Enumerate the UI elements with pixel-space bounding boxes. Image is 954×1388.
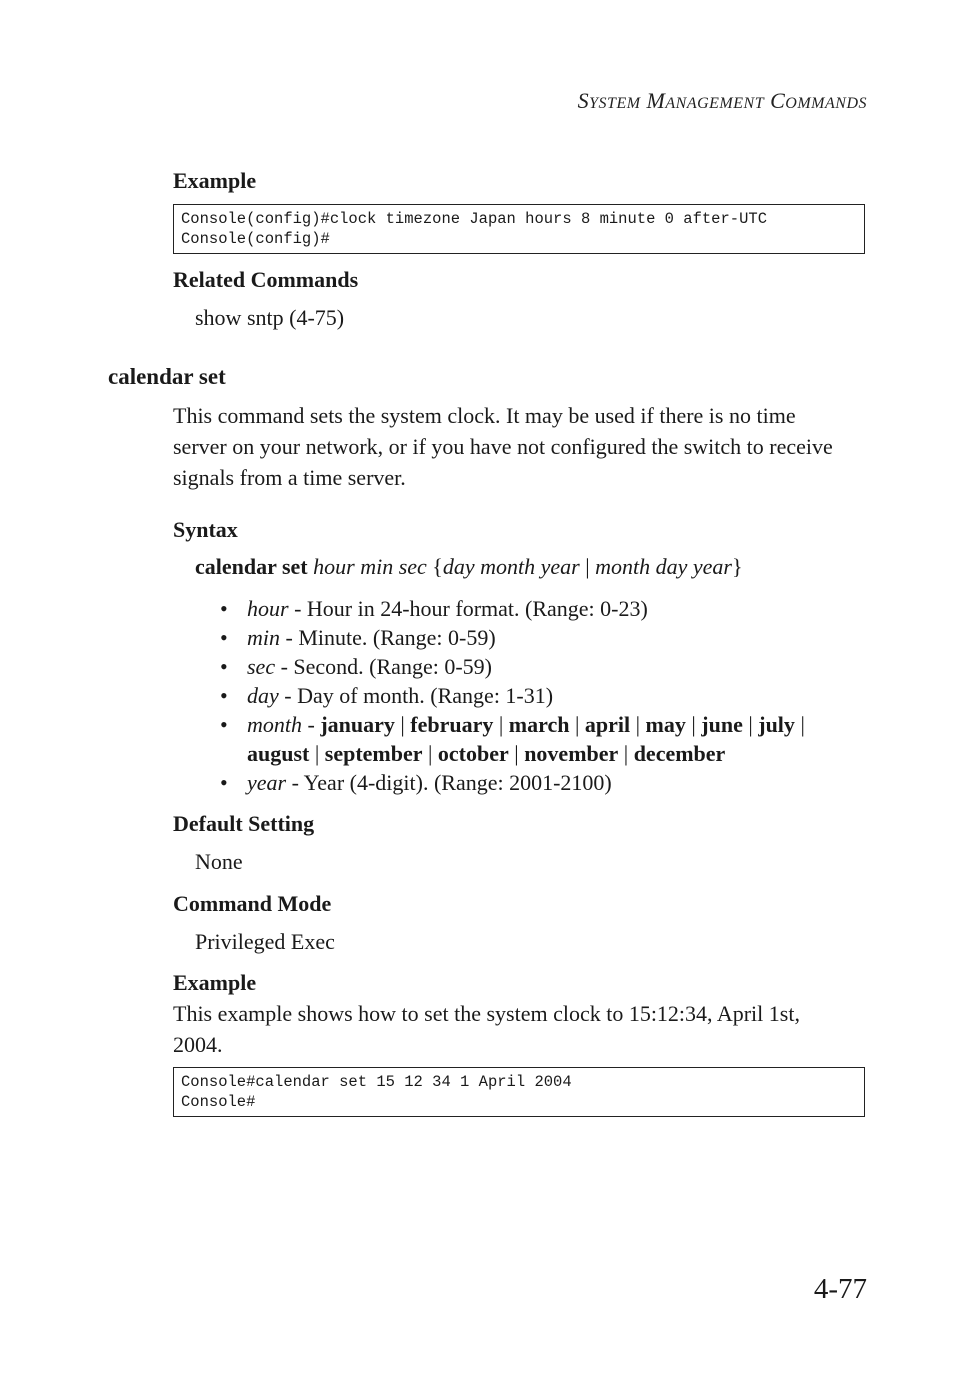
bullet: • bbox=[220, 654, 228, 679]
month-value: february bbox=[410, 712, 494, 737]
command-title: calendar set bbox=[108, 364, 226, 389]
description-line: This command sets the system clock. It may be used if there is no time bbox=[173, 403, 796, 428]
separator: | bbox=[635, 712, 641, 737]
list-item bbox=[220, 710, 880, 768]
bullet: • bbox=[220, 712, 228, 737]
related-commands-text: show sntp (4-75) bbox=[195, 305, 345, 330]
month-value: may bbox=[645, 712, 686, 737]
month-value: august bbox=[247, 741, 310, 766]
description-line: signals from a time server. bbox=[173, 465, 406, 490]
param-name: min bbox=[247, 625, 280, 650]
syntax-args: hour min sec bbox=[313, 554, 427, 579]
param-name: hour bbox=[247, 596, 289, 621]
param-desc: - Hour in 24-hour format. (Range: 0-23) bbox=[288, 596, 648, 621]
syntax-brace: } bbox=[731, 554, 743, 579]
param-desc: - Year (4-digit). (Range: 2001-2100) bbox=[286, 770, 612, 795]
month-value: january bbox=[320, 712, 395, 737]
command-mode-value: Privileged Exec bbox=[195, 929, 335, 954]
code-line: Console(config)#clock timezone Japan hours 8 minute 0 after-UTC bbox=[181, 210, 767, 228]
separator: | bbox=[514, 741, 519, 766]
parameter-list bbox=[220, 594, 880, 797]
example-description bbox=[173, 998, 873, 1060]
separator: | bbox=[575, 712, 580, 737]
default-setting-value: None bbox=[195, 849, 243, 874]
param-name: year bbox=[247, 770, 287, 795]
month-value: april bbox=[584, 712, 631, 737]
bullet: • bbox=[220, 625, 228, 650]
code-block-2 bbox=[173, 1067, 865, 1117]
separator: | bbox=[428, 741, 433, 766]
description-line: server on your network, or if you have not configured the switch to receive bbox=[173, 434, 833, 459]
month-value: october bbox=[437, 741, 509, 766]
related-commands-heading: Related Commands bbox=[173, 267, 359, 292]
list-item bbox=[220, 652, 880, 681]
param-desc: - Day of month. (Range: 1-31) bbox=[278, 683, 554, 708]
syntax-args: month day year bbox=[595, 554, 732, 579]
page-number: 4-77 bbox=[813, 1273, 867, 1305]
param-name: day bbox=[247, 683, 279, 708]
syntax-separator: | bbox=[585, 554, 590, 579]
code-line: Console(config)# bbox=[181, 229, 330, 248]
separator: | bbox=[748, 712, 753, 737]
bullet: • bbox=[220, 683, 228, 708]
syntax-heading: Syntax bbox=[173, 517, 238, 542]
example-heading-1: Example bbox=[173, 168, 257, 193]
bullet: • bbox=[220, 770, 228, 795]
syntax-args: day month year bbox=[442, 554, 580, 579]
separator: | bbox=[800, 712, 805, 737]
list-item bbox=[220, 681, 880, 710]
syntax-line bbox=[195, 551, 743, 582]
separator: | bbox=[400, 712, 405, 737]
month-value: november bbox=[524, 741, 619, 766]
example-heading-2: Example bbox=[173, 970, 257, 995]
month-value: september bbox=[324, 741, 423, 766]
default-setting-heading: Default Setting bbox=[173, 811, 315, 836]
code-block-1 bbox=[173, 204, 865, 254]
month-value: march bbox=[508, 712, 570, 737]
param-name: sec bbox=[247, 654, 276, 679]
example-line: 2004. bbox=[173, 1032, 223, 1057]
command-description bbox=[173, 400, 873, 493]
month-value: december bbox=[633, 741, 726, 766]
bullet: • bbox=[220, 596, 228, 621]
separator: | bbox=[498, 712, 504, 737]
syntax-command: calendar set bbox=[195, 554, 308, 579]
separator: | bbox=[314, 741, 320, 766]
param-desc: - Second. (Range: 0-59) bbox=[275, 654, 492, 679]
separator: | bbox=[691, 712, 696, 737]
param-name: month bbox=[247, 712, 302, 737]
code-line: Console# bbox=[181, 1092, 256, 1111]
param-dash: - bbox=[302, 712, 321, 737]
month-value: july bbox=[758, 712, 795, 737]
code-line: Console#calendar set 15 12 34 1 April 2004 bbox=[181, 1073, 572, 1091]
syntax-brace: { bbox=[432, 554, 443, 579]
example-line: This example shows how to set the system clock to 15:12:34, April 1st, bbox=[173, 1001, 800, 1026]
param-desc: - Minute. (Range: 0-59) bbox=[280, 625, 496, 650]
list-item bbox=[220, 623, 880, 652]
list-item bbox=[220, 768, 880, 797]
month-value: june bbox=[701, 712, 743, 737]
separator: | bbox=[623, 741, 629, 766]
running-header: SYSTEM MANAGEMENT COMMANDS bbox=[577, 88, 867, 113]
command-mode-heading: Command Mode bbox=[173, 891, 332, 916]
list-item bbox=[220, 594, 880, 623]
